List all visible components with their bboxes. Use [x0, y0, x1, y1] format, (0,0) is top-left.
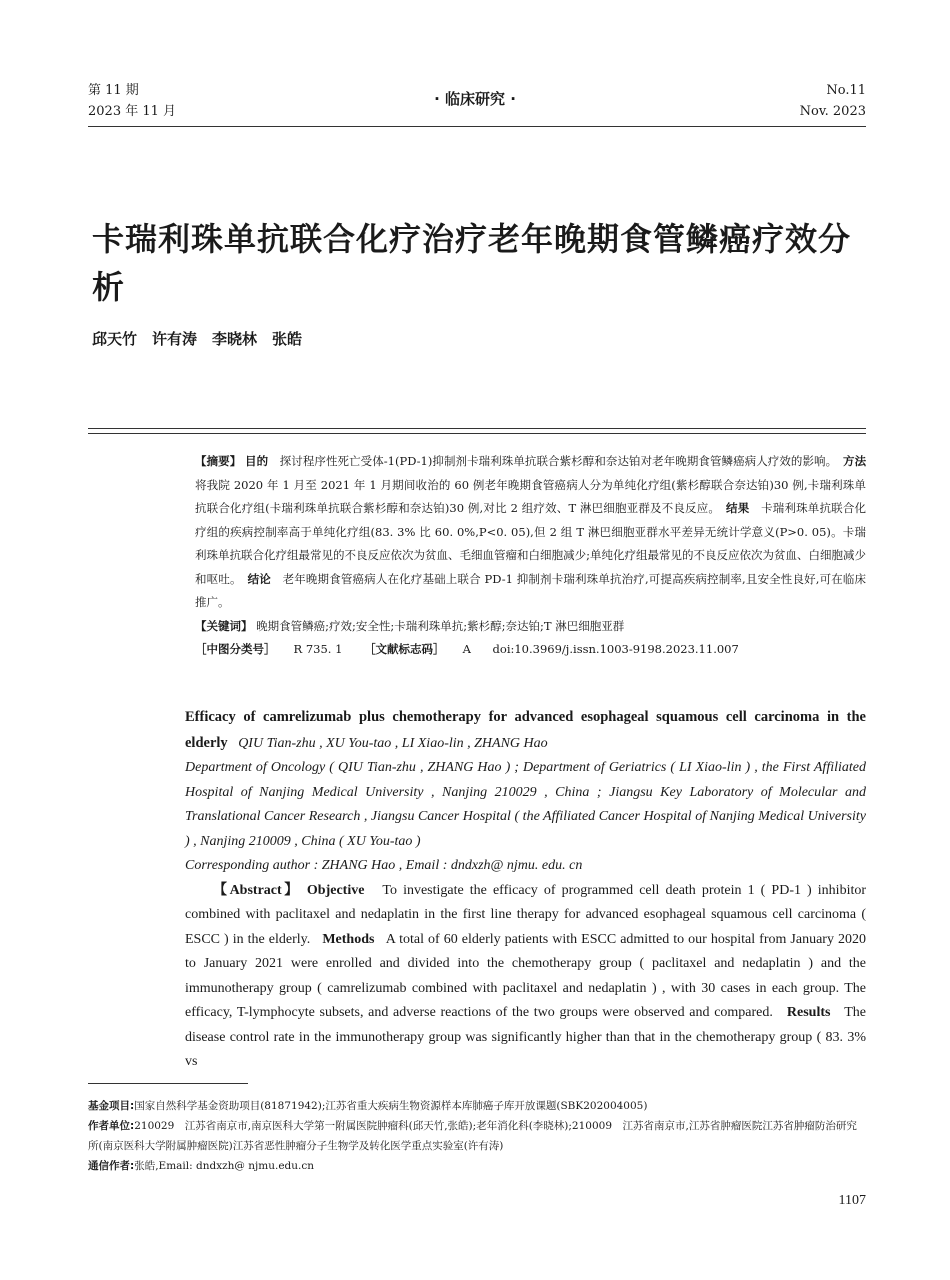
english-methods-text: A total of 60 elderly patients with ESCC admitted to our hospital from January 2020 to January 2021 were enrolled and divided into the chemotherapy group ( paclitaxel and nedaplatin ) and the immunotherapy group ( camrelizumab combined with paclitaxel and nedaplatin ) , with 30 cases in each group. The efficacy, T-lymphocyte subsets, and adverse reactions of the two groups were observed and compared.: [185, 931, 866, 1020]
footnote-rule: [88, 1083, 248, 1084]
english-title: Efficacy of camrelizumab plus chemotherapy for advanced esophageal squamous cell carcinoma in the elderly: [185, 709, 866, 751]
footnotes: [88, 1096, 866, 1176]
fund-text: 国家自然科学基金资助项目(81871942);江苏省重大疾病生物资源样本库肺癌子库开放课题(SBK202004005): [134, 1100, 648, 1112]
methods-label: 方法: [843, 454, 867, 468]
corr-label: 通信作者:: [88, 1160, 135, 1172]
english-results-label: Results: [786, 1005, 831, 1020]
objective-label: 目的: [245, 454, 269, 468]
conclusion-label: 结论: [247, 571, 271, 586]
results-text: 卡瑞利珠单抗联合化疗组的疾病控制率高于单纯化疗组(83. 3% 比 60. 0%,P<0. 05),但 2 组 T 淋巴细胞亚群水平差异无统计学意义(P>0. 05)。卡瑞利珠单抗联合化疗组最常见的不良反应依次为贫血、毛细血管瘤和白细胞减少;单纯化疗组最常见的不良反应依次为贫血、白细胞减少和呕吐。: [195, 501, 867, 586]
conclusion-text: 老年晚期食管癌病人在化疗基础上联合 PD-1 抑制剂卡瑞利珠单抗治疗,可提高疾病控制率,且安全性良好,可在临床推广。: [195, 571, 867, 609]
english-objective-text: To investigate the efficacy of programmed cell death protein 1 ( PD-1 ) inhibitor combined with paclitaxel and nedaplatin in the first line therapy for advanced esophageal squamous cell carcinoma ( ESCC ) in the elderly.: [185, 882, 867, 947]
english-abstract-label: 【Abstract】: [213, 882, 301, 898]
corr-text: 张皓,Email: dndxzh@ njmu.edu.cn: [134, 1160, 315, 1172]
clc-label: ［中图分类号］: [195, 642, 276, 656]
abstract-label: 【摘要】: [195, 454, 242, 468]
clc-value: R 735. 1: [293, 642, 343, 656]
methods-text: 将我院 2020 年 1 月至 2021 年 1 月期间收治的 60 例老年晚期食管癌病人分为单纯化疗组(紫杉醇联合奈达铂)30 例,卡瑞利珠单抗联合化疗组(卡瑞利珠单抗联合紫杉醇和奈达铂)30 例,对比 2 组疗效、T 淋巴细胞亚群及不良反应。: [195, 477, 866, 515]
doccode-value: A: [462, 642, 471, 656]
issue-date-cn: 2023 年 11 月: [88, 104, 177, 119]
english-affiliation: Department of Oncology ( QIU Tian-zhu , ZHANG Hao ) ; Department of Geriatrics ( LI Xiao-lin ) , the First Affiliated Hospital of Nanjing Medical University , Nanjing 210029 , China ; Jiangsu Key Laboratory of Molecular and Translational Cancer Research , Jiangsu Cancer Hospital ( the Affiliated Cancer Hospital of Nanjing Medical University ) , Nanjing 210009 , China ( XU You-tao ): [185, 760, 866, 849]
english-results-text: The disease control rate in the immunotherapy group was significantly higher than that in the chemotherapy group ( 83. 3% vs: [185, 1005, 866, 1069]
english-authors: QIU Tian-zhu , XU You-tao , LI Xiao-lin , ZHANG Hao: [238, 735, 548, 751]
objective-text: 探讨程序性死亡受体-1(PD-1)抑制剂卡瑞利珠单抗联合紫杉醇和奈达铂对老年晚期食管鳞癌病人疗效的影响。: [279, 454, 832, 468]
english-abstract: [185, 705, 866, 1075]
unit-text: 210029 江苏省南京市,南京医科大学第一附属医院肿瘤科(邱天竹,张皓);老年消化科(李晓林);210009 江苏省南京市,江苏省肿瘤医院江苏省肿瘤防治研究所(南京医科大学附属肿瘤医院)江苏省恶性肿瘤分子生物学及转化医学重点实验室(许有涛): [88, 1120, 857, 1152]
keywords-text: 晚期食管鳞癌;疗效;安全性;卡瑞利珠单抗;紫杉醇;奈达铂;T 淋巴细胞亚群: [256, 618, 625, 633]
english-objective-label: Objective: [306, 882, 365, 898]
page-number: 1107: [838, 1193, 866, 1208]
article-title: 卡瑞利珠单抗联合化疗治疗老年晚期食管鳞癌疗效分析: [92, 220, 852, 306]
doi: doi:10.3969/j.issn.1003-9198.2023.11.007: [492, 642, 739, 656]
author-list: 邱天竹 许有涛 李晓林 张皓: [92, 330, 303, 348]
section-divider-bottom: [88, 433, 866, 434]
running-header-right: [800, 80, 866, 122]
issue-number-en: No.11: [826, 83, 866, 98]
doccode-label: ［文献标志码］: [364, 642, 445, 656]
issue-date-en: Nov. 2023: [799, 104, 866, 119]
section-heading: · 临床研究 ·: [434, 90, 516, 108]
fund-label: 基金项目:: [88, 1100, 135, 1112]
corresponding-author: Corresponding author : ZHANG Hao , Email : dndxzh@ njmu. edu. cn: [185, 858, 583, 873]
section-divider-top: [88, 428, 866, 429]
results-label: 结果: [726, 501, 750, 515]
chinese-abstract: [185, 450, 866, 662]
unit-label: 作者单位:: [88, 1120, 135, 1132]
keywords-label: 【关键词】: [195, 618, 253, 633]
english-methods-label: Methods: [322, 931, 375, 947]
issue-number-cn: 第 11 期: [88, 83, 139, 98]
header-rule: [88, 126, 866, 127]
